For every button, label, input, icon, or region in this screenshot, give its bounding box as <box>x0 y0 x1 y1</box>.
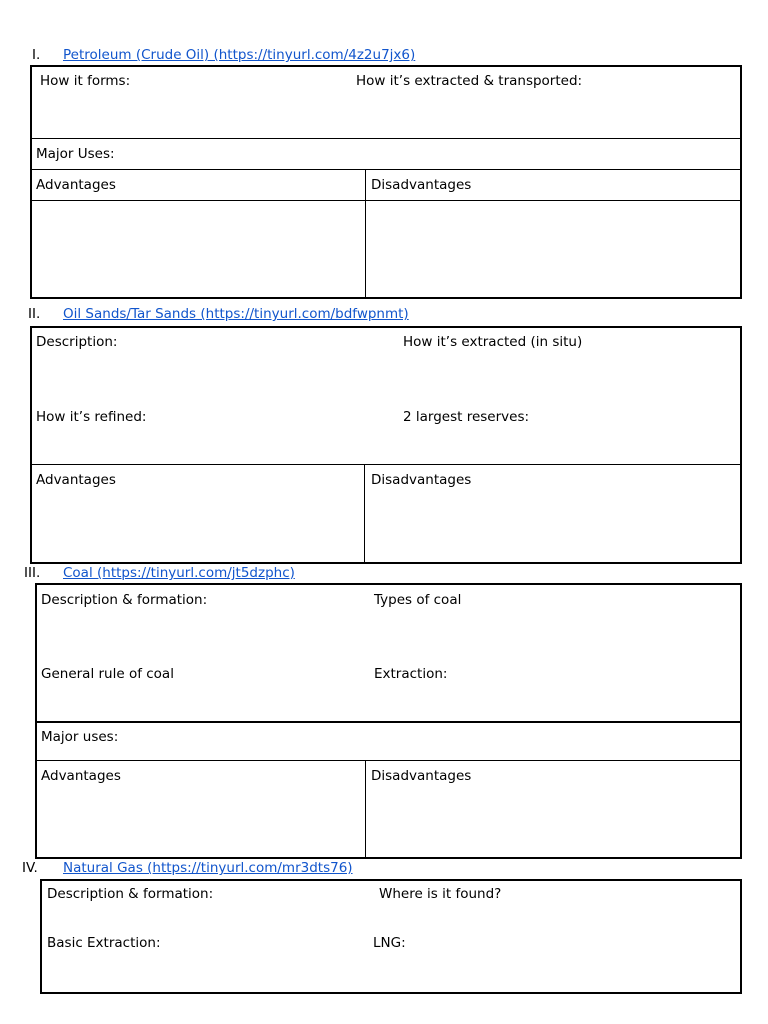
divider <box>31 138 741 139</box>
extracted-transported-label: How it’s extracted & transported: <box>356 73 583 89</box>
divider <box>36 760 741 761</box>
oil-sands-link[interactable]: Oil Sands/Tar Sands (https://tinyurl.com/bdfwpnmt) <box>63 306 409 322</box>
divider <box>36 721 741 723</box>
general-rule-label: General rule of coal <box>41 666 174 682</box>
types-of-coal-label: Types of coal <box>374 592 462 608</box>
advantages-label: Advantages <box>36 177 116 193</box>
divider <box>31 169 741 170</box>
major-uses-label: Major Uses: <box>36 146 115 162</box>
divider <box>365 760 366 858</box>
disadvantages-label: Disadvantages <box>371 177 472 193</box>
how-it-forms-label: How it forms: <box>40 73 131 89</box>
divider <box>365 169 366 298</box>
lng-label: LNG: <box>373 935 406 951</box>
divider <box>31 464 741 465</box>
description-formation-label: Description & formation: <box>47 886 214 902</box>
section-numeral: II. <box>28 306 41 322</box>
section-numeral: IV. <box>22 860 38 876</box>
section-numeral: III. <box>24 565 41 581</box>
extraction-label: Extraction: <box>374 666 448 682</box>
oil-sands-table <box>30 326 742 564</box>
reserves-label: 2 largest reserves: <box>403 409 530 425</box>
divider <box>364 464 365 563</box>
petroleum-link[interactable]: Petroleum (Crude Oil) (https://tinyurl.com/4z2u7jx6) <box>63 47 416 63</box>
divider <box>31 200 741 201</box>
disadvantages-label: Disadvantages <box>371 472 472 488</box>
natural-gas-link[interactable]: Natural Gas (https://tinyurl.com/mr3dts76) <box>63 860 353 876</box>
refined-label: How it’s refined: <box>36 409 147 425</box>
description-formation-label: Description & formation: <box>41 592 208 608</box>
extracted-in-situ-label: How it’s extracted (in situ) <box>403 334 583 350</box>
advantages-label: Advantages <box>36 472 116 488</box>
major-uses-label: Major uses: <box>41 729 119 745</box>
description-label: Description: <box>36 334 118 350</box>
disadvantages-label: Disadvantages <box>371 768 472 784</box>
where-found-label: Where is it found? <box>379 886 502 902</box>
section-numeral: I. <box>32 47 41 63</box>
advantages-label: Advantages <box>41 768 121 784</box>
coal-link[interactable]: Coal (https://tinyurl.com/jt5dzphc) <box>63 565 295 581</box>
basic-extraction-label: Basic Extraction: <box>47 935 161 951</box>
